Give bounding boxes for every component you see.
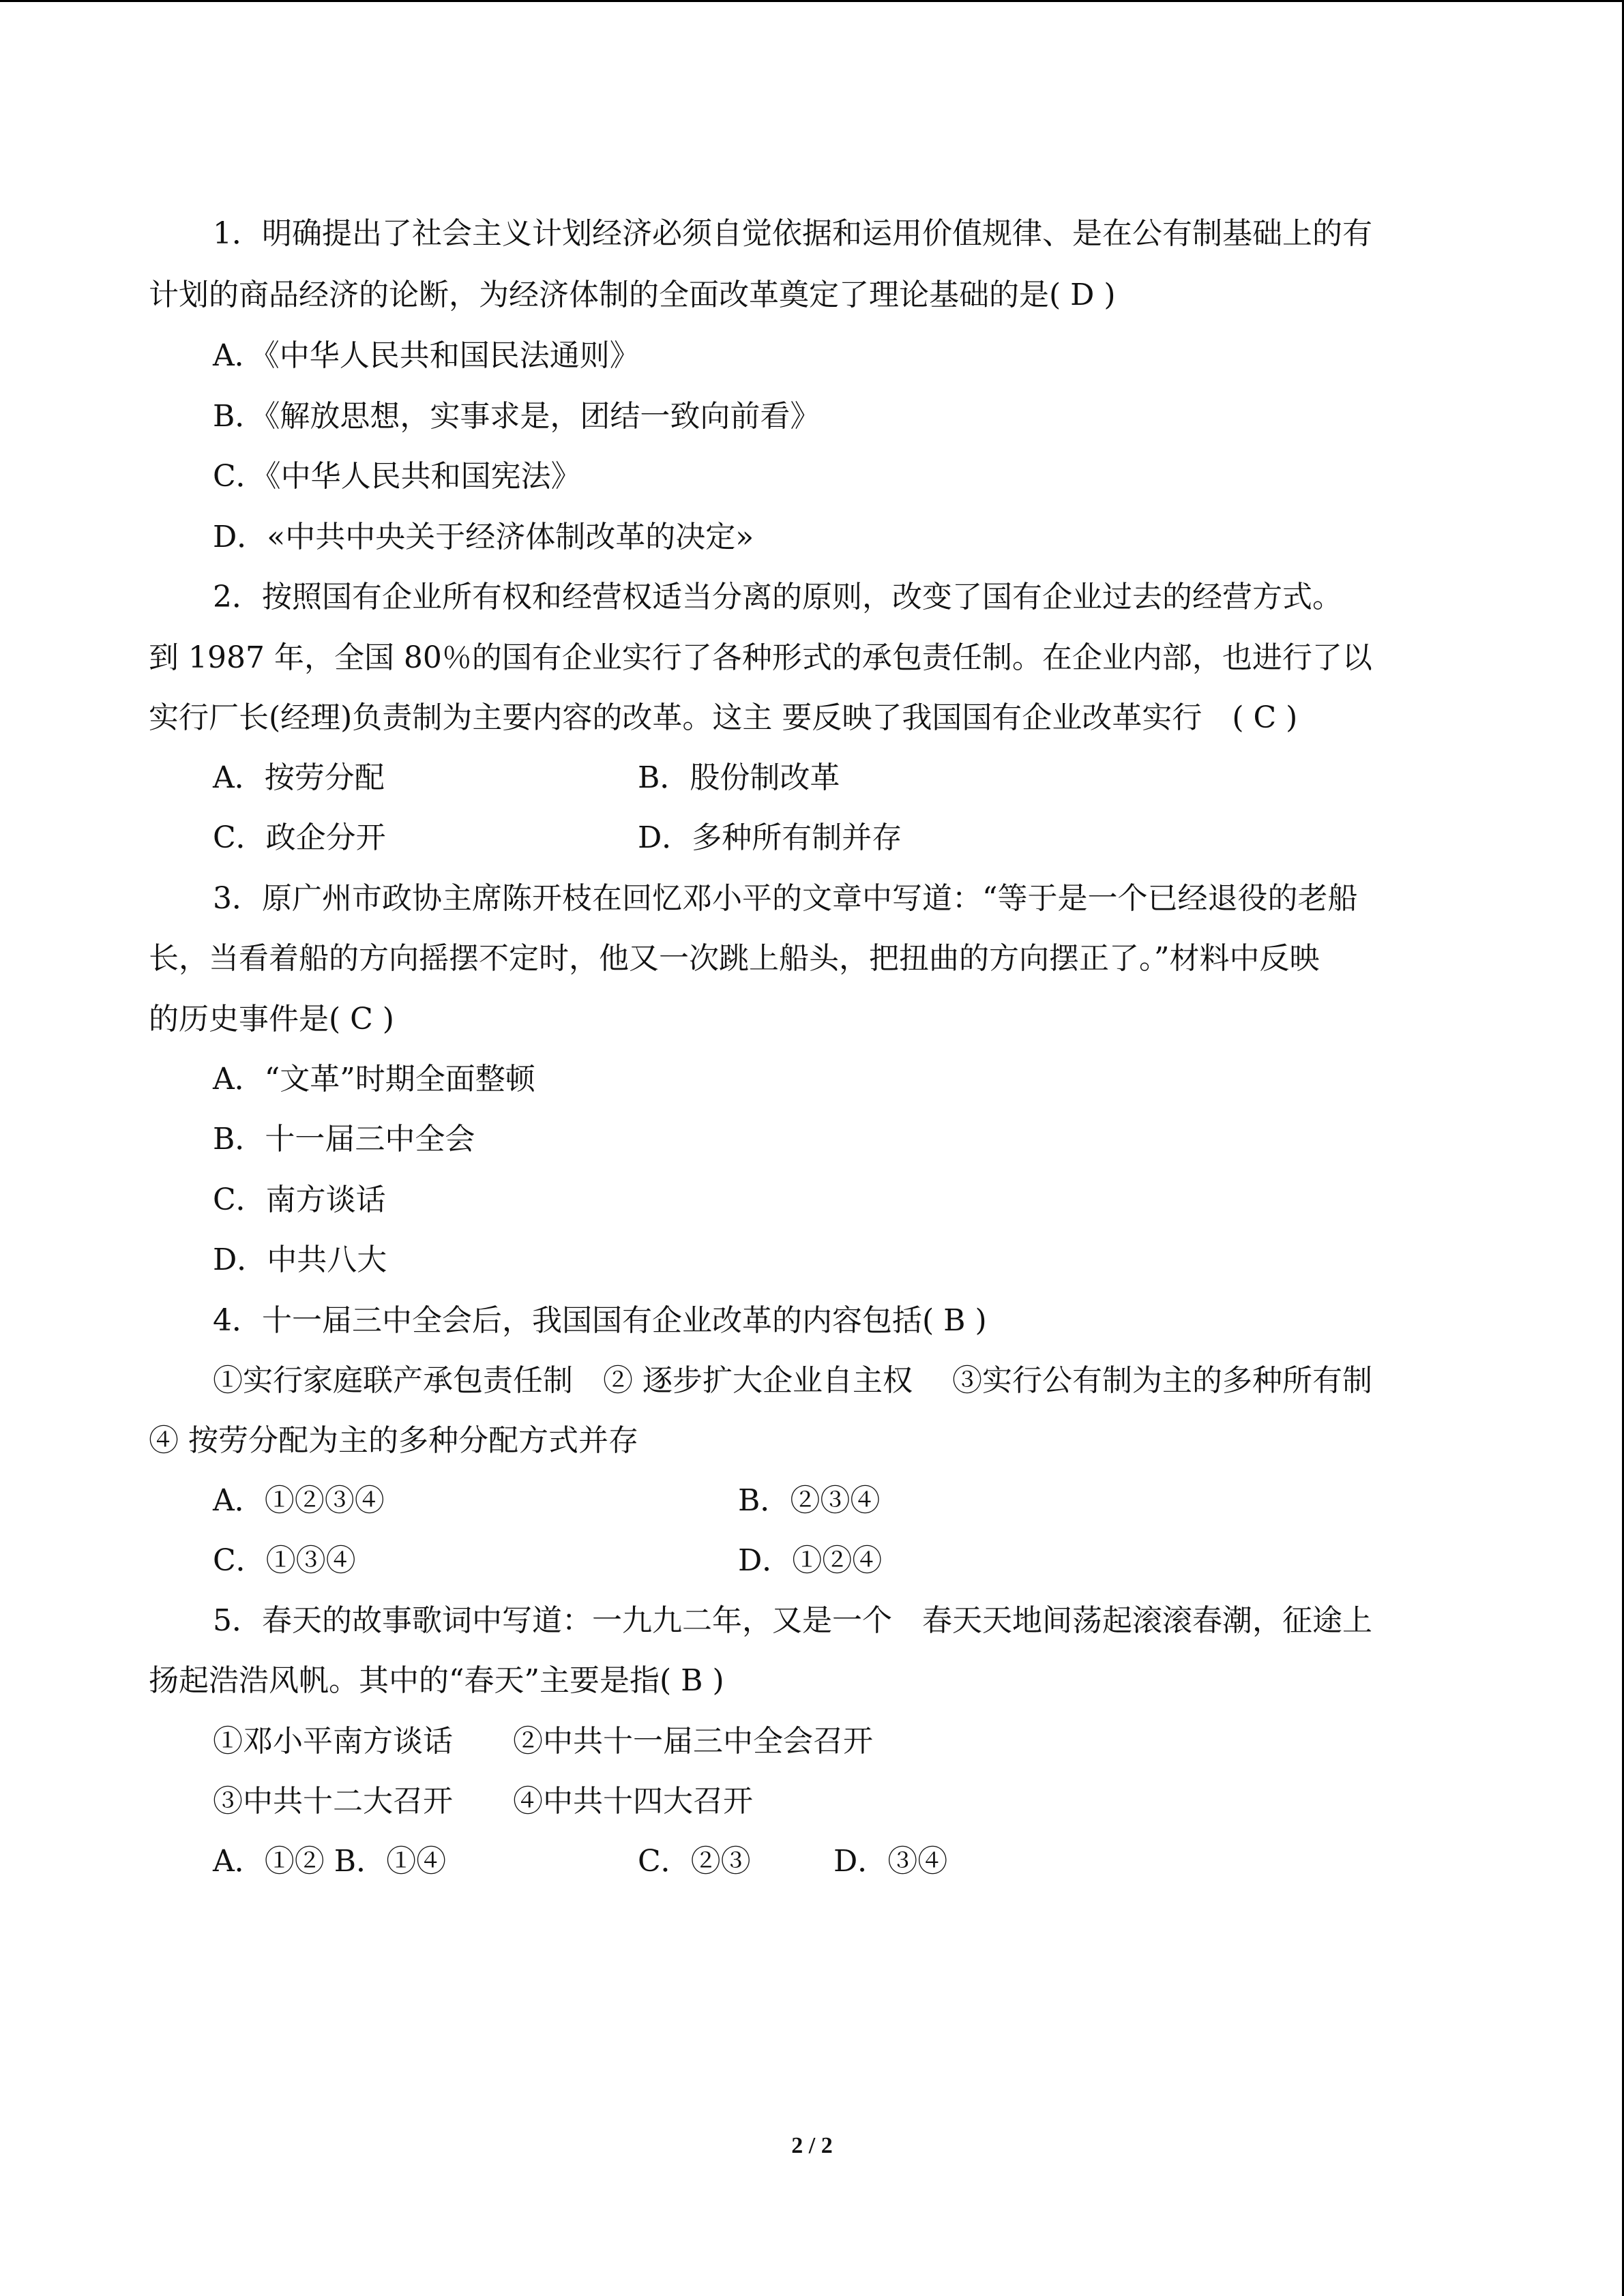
q1-option-c: C．《中华人民共和国宪法》 [213,459,581,494]
q5-items-line-1: ①邓小平南方谈话 ②中共十一届三中全会召开 [213,1724,873,1759]
q4-stem-line-1: 4．十一届三中全会后，我国国有企业改革的内容包括( B ) [213,1303,987,1338]
q4-items-line-2: ④ 按劳分配为主的多种分配方式并存 [149,1423,638,1458]
q3-option-c: C．南方谈话 [213,1182,386,1217]
q1-option-a: A．《中华人民共和国民法通则》 [213,338,640,373]
q3-option-b: B．十一届三中全会 [213,1122,475,1157]
q4-option-b: B．②③④ [738,1483,881,1518]
q4-option-a: A．①②③④ [213,1483,385,1518]
q4-option-d: D．①②④ [738,1543,883,1578]
q1-option-d: D．«中共中央关于经济体制改革的决定» [213,520,754,554]
q2-stem-line-3: 实行厂长(经理)负责制为主要内容的改革。这主 要反映了我国国有企业改革实行 ( C ) [149,700,1298,735]
q2-stem-line-2: 到 1987 年，全国 80％的国有企业实行了各种形式的承包责任制。在企业内部，也进行了以 [149,640,1372,675]
q2-option-d: D．多种所有制并存 [638,820,902,855]
q1-stem-line-1: 1．明确提出了社会主义计划经济必须自觉依据和运用价值规律、是在公有制基础上的有 [213,216,1372,251]
q4-items-line-1: ①实行家庭联产承包责任制 ② 逐步扩大企业自主权 ③实行公有制为主的多种所有制 [213,1363,1372,1398]
q4-option-c: C．①③④ [213,1543,356,1578]
q3-stem-line-3: 的历史事件是( C ) [149,1002,394,1037]
q1-option-b: B．《解放思想，实事求是，团结一致向前看》 [213,399,821,434]
q1-stem-line-2: 计划的商品经济的论断，为经济体制的全面改革奠定了理论基础的是( D ) [149,278,1116,312]
q5-stem-line-2: 扬起浩浩风帆。其中的“春天”主要是指( B ) [149,1663,724,1698]
q2-option-c: C．政企分开 [213,820,386,855]
q2-option-b: B．股份制改革 [638,760,840,795]
q5-options-ab: A．①② B．①④ [213,1844,447,1879]
q2-option-a: A．按劳分配 [213,760,385,795]
q2-stem-line-1: 2．按照国有企业所有权和经营权适当分离的原则，改变了国有企业过去的经营方式。 [213,580,1342,614]
q5-stem-line-1: 5．春天的故事歌词中写道：一九九二年，又是一个 春天天地间荡起滚滚春潮，征途上 [213,1603,1372,1638]
q3-stem-line-2: 长，当看着船的方向摇摆不定时，他又一次跳上船头，把扭曲的方向摆正了。”材料中反映 [149,941,1320,976]
page-number: 2 / 2 [791,2133,833,2158]
q5-option-c: C．②③ [638,1844,751,1879]
q3-option-d: D．中共八大 [213,1242,387,1277]
q5-items-line-2: ③中共十二大召开 ④中共十四大召开 [213,1784,753,1819]
q5-option-d: D．③④ [833,1844,948,1879]
q3-option-a: A．“文革”时期全面整顿 [213,1062,535,1097]
q3-stem-line-1: 3．原广州市政协主席陈开枝在回忆邓小平的文章中写道：“等于是一个已经退役的老船 [213,881,1358,916]
